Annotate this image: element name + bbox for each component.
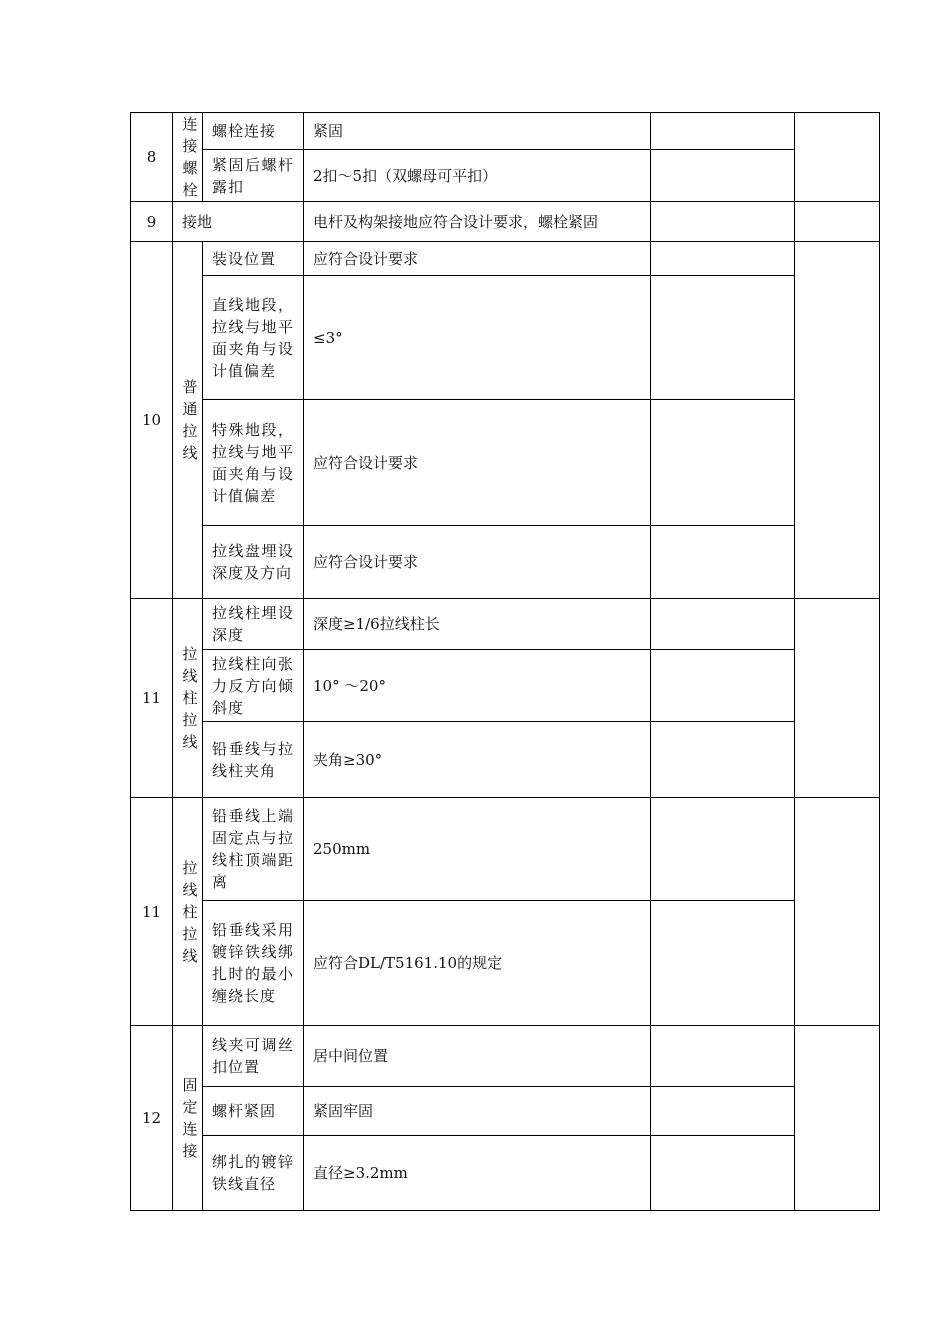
item-label: 装设位置 (212, 249, 277, 268)
item-label: 铅垂线与拉线柱夹角 (212, 739, 294, 780)
table-row (131, 202, 880, 242)
inspection-table (130, 112, 880, 1211)
requirement-cell: 夹角≥30° (304, 722, 651, 798)
requirement-cell: 应符合DL/T5161.10的规定 (304, 901, 651, 1026)
row-number: 11 (131, 798, 173, 1026)
row-number: 11 (131, 599, 173, 798)
table-row (131, 599, 880, 650)
table-row (131, 1136, 880, 1211)
item-cell (203, 1026, 304, 1087)
remark-cell[interactable] (795, 798, 880, 1026)
requirement-cell: 电杆及构架接地应符合设计要求，螺栓紧固 (304, 202, 651, 242)
remark-cell[interactable] (795, 242, 880, 599)
check-result-cell[interactable] (651, 1026, 795, 1087)
table-row (131, 798, 880, 901)
category-cell (173, 113, 203, 202)
table-row (131, 150, 880, 202)
requirement-cell: 紧固 (304, 113, 651, 150)
table-row (131, 526, 880, 599)
requirement-cell: 应符合设计要求 (304, 400, 651, 526)
item-label: 直线地段，拉线与地平面夹角与设计值偏差 (212, 295, 294, 380)
item-cell (203, 400, 304, 526)
category-label: 拉线柱拉线 (182, 645, 198, 751)
table-row (131, 650, 880, 722)
requirement-cell: 深度≥1/6拉线柱长 (304, 599, 651, 650)
table-row (131, 901, 880, 1026)
item-label: 拉线柱埋设深度 (212, 604, 294, 644)
check-result-cell[interactable] (651, 722, 795, 798)
item-cell (203, 599, 304, 650)
check-result-cell[interactable] (651, 1087, 795, 1136)
remark-cell[interactable] (795, 113, 880, 202)
table-row (131, 113, 880, 150)
requirement-cell: 应符合设计要求 (304, 526, 651, 599)
requirement-cell: 10° ～20° (304, 650, 651, 722)
item-cell (203, 722, 304, 798)
remark-cell[interactable] (795, 1026, 880, 1211)
table-row (131, 1026, 880, 1087)
check-result-cell[interactable] (651, 202, 795, 242)
item-label: 绑扎的镀锌铁线直径 (212, 1153, 294, 1193)
check-result-cell[interactable] (651, 276, 795, 400)
item-cell (203, 901, 304, 1026)
item-label: 铅垂线采用镀锌铁线绑扎时的最小缠绕长度 (212, 921, 294, 1005)
table-row (131, 242, 880, 276)
row-number: 10 (131, 242, 173, 599)
check-result-cell[interactable] (651, 400, 795, 526)
table-row (131, 276, 880, 400)
row-number: 8 (131, 113, 173, 202)
check-result-cell[interactable] (651, 150, 795, 202)
category-label: 普通拉线 (182, 378, 198, 462)
item-label: 特殊地段，拉线与地平面夹角与设计值偏差 (212, 420, 294, 505)
check-result-cell[interactable] (651, 242, 795, 276)
item-label: 铅垂线上端固定点与拉线柱顶端距离 (212, 807, 294, 891)
item-label: 线夹可调丝扣位置 (212, 1036, 294, 1076)
category-label: 连接螺栓 (182, 115, 198, 199)
requirement-cell: 2扣～5扣（双螺母可平扣） (304, 150, 651, 202)
category-label: 拉线柱拉线 (182, 858, 198, 965)
remark-cell[interactable] (795, 599, 880, 798)
check-result-cell[interactable] (651, 650, 795, 722)
category-label: 固定连接 (182, 1076, 198, 1160)
item-cell (203, 650, 304, 722)
requirement-cell: 直径≥3.2mm (304, 1136, 651, 1211)
category-cell (173, 798, 203, 1026)
item-cell (203, 798, 304, 901)
table-row (131, 400, 880, 526)
item-label: 拉线盘埋设深度及方向 (212, 542, 294, 582)
remark-cell[interactable] (795, 202, 880, 242)
item-cell (203, 276, 304, 400)
table-row (131, 722, 880, 798)
item-cell (203, 1136, 304, 1211)
check-result-cell[interactable] (651, 1136, 795, 1211)
requirement-cell: 应符合设计要求 (304, 242, 651, 276)
check-result-cell[interactable] (651, 113, 795, 150)
category-cell (173, 599, 203, 798)
table-row (131, 1087, 880, 1136)
check-result-cell[interactable] (651, 599, 795, 650)
row-number: 9 (131, 202, 173, 242)
check-result-cell[interactable] (651, 901, 795, 1026)
item-label: 螺栓连接 (212, 122, 277, 141)
row-number: 12 (131, 1026, 173, 1211)
category-cell: 接地 (173, 202, 304, 242)
requirement-cell: 紧固牢固 (304, 1087, 651, 1136)
item-cell (203, 150, 304, 202)
item-label: 螺杆紧固 (212, 1102, 277, 1120)
requirement-cell: 居中间位置 (304, 1026, 651, 1087)
item-cell (203, 113, 304, 150)
item-label: 拉线柱向张力反方向倾斜度 (212, 654, 294, 717)
check-result-cell[interactable] (651, 526, 795, 599)
item-cell (203, 1087, 304, 1136)
requirement-cell: 250mm (304, 798, 651, 901)
category-cell (173, 1026, 203, 1211)
item-cell (203, 526, 304, 599)
check-result-cell[interactable] (651, 798, 795, 901)
requirement-cell: ≤3° (304, 276, 651, 400)
item-label: 紧固后螺杆露扣 (212, 155, 294, 196)
category-cell (173, 242, 203, 599)
item-cell (203, 242, 304, 276)
